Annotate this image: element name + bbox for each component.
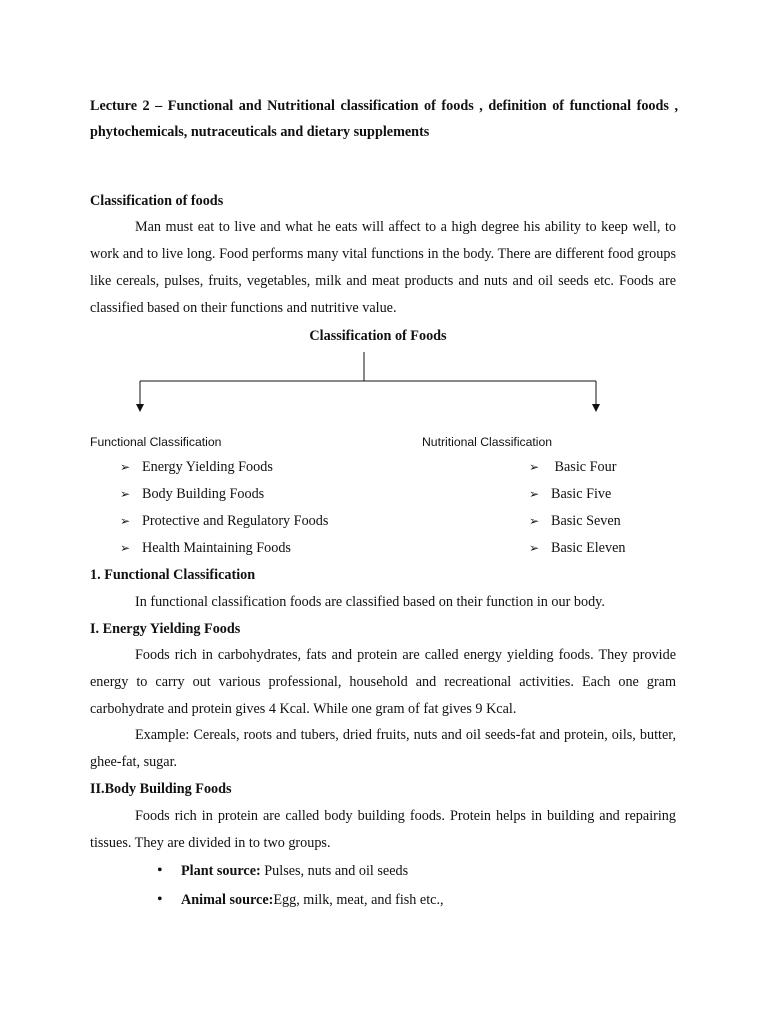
lecture-title: Lecture 2 – Functional and Nutritional classification of foods , definition of functional foods , phytochemicals, nutraceuticals and dietary supplements <box>90 98 678 140</box>
list-item-text: Body Building Foods <box>142 486 265 502</box>
protein-source-list <box>157 856 444 914</box>
arrow-bullet-icon: ➢ <box>120 460 131 474</box>
energy-example-paragraph <box>90 722 676 776</box>
energy-paragraph-text: Foods rich in carbohydrates, fats and protein are called energy yielding foods. They provide energy to carry out various professional, household and recreational activities. Each one gram carbohydrate and protein gives 4 Kcal. While one gram of fat gives 9 Kcal. <box>90 647 676 717</box>
arrow-bullet-icon: ➢ <box>120 487 131 501</box>
list-item <box>157 885 444 914</box>
arrow-bullet-icon: ➢ <box>120 514 131 528</box>
functional-paragraph-text: In functional classification foods are classified based on their function in our body. <box>135 594 605 610</box>
source-text: Egg, milk, meat, and fish etc., <box>273 892 444 908</box>
body-building-heading: II.Body Building Foods <box>90 781 232 797</box>
tree-right-arrowhead <box>592 404 600 412</box>
list-item-text: Protective and Regulatory Foods <box>142 513 329 529</box>
list-item-text: Health Maintaining Foods <box>142 540 291 556</box>
functional-items-list <box>120 454 328 562</box>
list-item-text: Energy Yielding Foods <box>142 459 273 475</box>
bullet-dot-icon: • <box>157 891 163 908</box>
list-item <box>529 508 625 535</box>
energy-yielding-heading: I. Energy Yielding Foods <box>90 621 241 637</box>
list-item-text: Basic Seven <box>551 513 621 529</box>
list-item-text: Basic Five <box>551 486 612 502</box>
list-item <box>529 535 625 562</box>
classification-paragraph-text: Man must eat to live and what he eats will affect to a high degree his ability to keep well, to work and to live long. Food performs many vital functions in the body. There are different food groups like cereals, pulses, fruits, vegetables, milk and meat products and nuts and oil seeds etc. Foods are classified based on their functions and nutritive value. <box>90 219 676 316</box>
tree-left-arrowhead <box>136 404 144 412</box>
arrow-bullet-icon: ➢ <box>529 487 540 501</box>
arrow-bullet-icon: ➢ <box>529 460 540 474</box>
list-item <box>529 481 625 508</box>
functional-classification-heading: 1. Functional Classification <box>90 567 256 583</box>
list-item-text: Basic Four <box>551 459 617 475</box>
body-building-paragraph-text: Foods rich in protein are called body building foods. Protein helps in building and repairing tissues. They are divided in to two groups. <box>90 808 676 851</box>
classification-heading: Classification of foods <box>90 193 224 209</box>
classification-tree-connectors <box>0 0 768 420</box>
functional-classification-paragraph <box>90 589 676 616</box>
arrow-bullet-icon: ➢ <box>120 541 131 555</box>
diagram-root-label: Classification of Foods <box>309 328 447 344</box>
list-item-text: Basic Eleven <box>551 540 626 556</box>
source-label: Animal source: <box>181 892 274 908</box>
arrow-bullet-icon: ➢ <box>529 541 540 555</box>
functional-classification-label: Functional Classification <box>90 435 222 449</box>
list-item <box>120 535 328 562</box>
example-label: Example: <box>135 727 190 743</box>
energy-yielding-paragraph <box>90 642 676 723</box>
list-item <box>157 856 444 885</box>
example-text: Cereals, roots and tubers, dried fruits, nuts and oil seeds-fat and protein, oils, butter, ghee-fat, sugar. <box>90 727 676 770</box>
source-label: Plant source: <box>181 863 261 879</box>
arrow-bullet-icon: ➢ <box>529 514 540 528</box>
nutritional-classification-label: Nutritional Classification <box>422 435 553 449</box>
bullet-dot-icon: • <box>157 862 163 879</box>
source-text: Pulses, nuts and oil seeds <box>260 863 409 879</box>
list-item <box>120 454 328 481</box>
list-item <box>529 454 625 481</box>
list-item <box>120 508 328 535</box>
body-building-paragraph <box>90 803 676 857</box>
list-item <box>120 481 328 508</box>
nutritional-items-list <box>529 454 625 562</box>
